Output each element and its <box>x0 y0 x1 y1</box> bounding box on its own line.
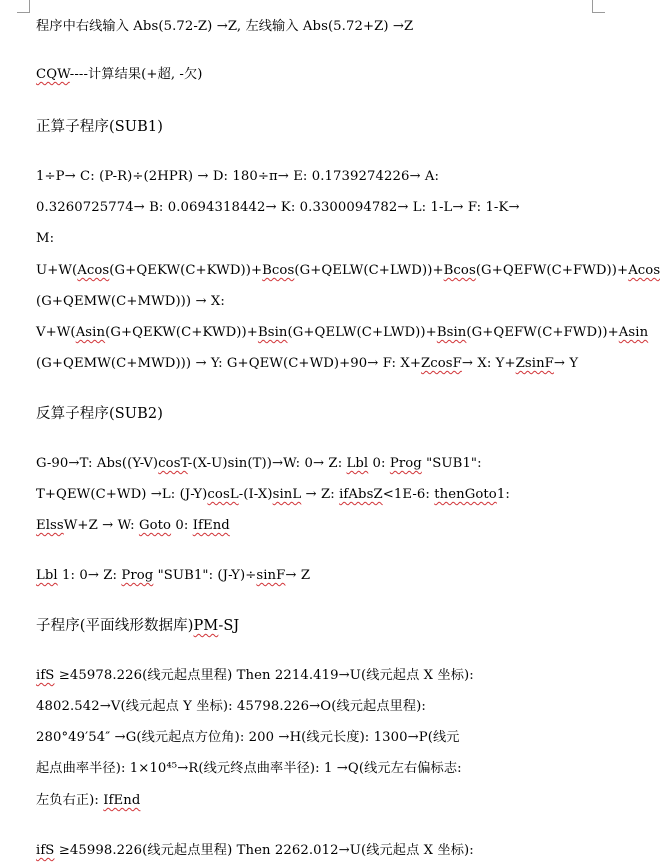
spellcheck-flagged-word: PM <box>193 618 219 634</box>
text-line <box>36 729 460 747</box>
section-heading <box>36 118 163 136</box>
text-segment: (G+QELW(C+LWD))+ <box>287 325 437 340</box>
spellcheck-flagged-word: Bsin <box>436 325 467 340</box>
text-segment: 1÷P→ C: (P-R)÷(2HPR) → D: 180÷π→ E: 0.1739274226→ A: <box>36 169 440 184</box>
text-line <box>36 230 54 248</box>
spellcheck-flagged-word: ifAbsZ <box>339 487 383 502</box>
text-segment: V+W( <box>36 325 76 340</box>
text-line <box>36 760 462 778</box>
text-line <box>36 262 660 280</box>
text-segment: <1E-6: <box>382 487 435 502</box>
text-line <box>36 199 520 217</box>
spellcheck-flagged-word: ifS <box>36 668 55 683</box>
text-segment: M: <box>36 231 55 246</box>
spellcheck-flagged-word: cosL <box>207 487 239 502</box>
text-segment: -(X-U)sin(T))→W: 0→ Z: <box>187 456 347 471</box>
spellcheck-flagged-word: Lbl <box>346 456 369 471</box>
text-segment: G-90→T: Abs((Y-V) <box>36 456 159 471</box>
text-line <box>36 455 482 473</box>
text-segment: "SUB1": (J-Y)÷ <box>153 568 257 583</box>
page-corner-mark-left <box>17 0 30 13</box>
text-line <box>36 293 225 311</box>
text-line <box>36 324 648 342</box>
text-segment: (G+QEMW(C+MWD))) → X: <box>36 294 225 309</box>
text-segment: -SJ <box>218 618 240 634</box>
spellcheck-flagged-word: Acos <box>628 263 660 278</box>
text-line <box>36 667 474 685</box>
text-segment: → X: Y+ <box>461 356 516 371</box>
text-segment: (G+QEKW(C+KWD))+ <box>105 325 258 340</box>
spellcheck-flagged-word: Bsin <box>257 325 288 340</box>
text-segment: 1: 0→ Z: <box>57 568 122 583</box>
text-line <box>36 517 230 535</box>
text-segment: 4802.542→V(线元起点 Y 坐标): 45798.226→O(线元起点里程): <box>36 699 426 714</box>
spellcheck-flagged-word: ZsinF <box>515 356 554 371</box>
text-segment: 左负右正): <box>36 793 104 808</box>
text-line <box>36 355 578 373</box>
spellcheck-flagged-word: CQW <box>36 67 70 82</box>
spellcheck-flagged-word: sinL <box>272 487 302 502</box>
spellcheck-flagged-word: Prog <box>121 568 154 583</box>
spellcheck-flagged-word: Bcos <box>262 263 295 278</box>
text-segment: 280°49′54″ →G(线元起点方位角): 200 →H(线元长度): 1300→P(线元 <box>36 730 460 745</box>
text-segment: T+QEW(C+WD) →L: (J-Y) <box>36 487 208 502</box>
page-corner-mark-right <box>592 0 605 13</box>
text-segment: 0.3260725774→ B: 0.0694318442→ K: 0.3300094782→ L: 1-L→ F: 1-K→ <box>36 200 520 215</box>
spellcheck-flagged-word: cosT <box>158 456 188 471</box>
text-segment: → Z <box>285 568 311 583</box>
text-segment: ≥45978.226(线元起点里程) Then 2214.419→U(线元起点 X 坐标): <box>54 668 474 683</box>
text-segment: ≥45998.226(线元起点里程) Then 2262.012→U(线元起点 X 坐标): <box>54 843 474 858</box>
section-heading <box>36 617 239 635</box>
text-segment: 1: <box>496 487 510 502</box>
spellcheck-flagged-word: Prog <box>389 456 422 471</box>
text-line <box>36 66 203 84</box>
spellcheck-flagged-word: Bcos <box>443 263 476 278</box>
text-segment: (G+QEFW(C+FWD))+ <box>466 325 619 340</box>
text-line <box>36 18 413 36</box>
spellcheck-flagged-word: thenGoto <box>434 487 497 502</box>
spellcheck-flagged-word: IfEnd <box>103 793 141 808</box>
text-segment: 正算子程序(SUB1) <box>36 119 163 135</box>
text-line <box>36 698 426 716</box>
text-segment: 起点曲率半径): 1×10⁴⁵→R(线元终点曲率半径): 1 →Q(线元左右偏标志: <box>36 761 462 776</box>
text-segment: (G+QEFW(C+FWD))+ <box>475 263 629 278</box>
text-line <box>36 842 474 860</box>
spellcheck-flagged-word: Goto <box>138 518 172 533</box>
text-line <box>36 567 310 585</box>
text-line <box>36 168 439 186</box>
text-segment: 0: <box>368 456 390 471</box>
spellcheck-flagged-word: Asin <box>618 325 649 340</box>
text-segment: 0: <box>171 518 193 533</box>
text-segment: -(I-X) <box>238 487 273 502</box>
text-segment: → Y <box>553 356 579 371</box>
text-segment: (G+QEMW(C+MWD))) → Y: G+QEW(C+WD)+90→ F: X+ <box>36 356 421 371</box>
spellcheck-flagged-word: ZcosF <box>420 356 462 371</box>
spellcheck-flagged-word: Elss <box>36 518 64 533</box>
text-segment: ----计算结果(+超, -欠) <box>69 67 203 82</box>
text-line <box>36 792 140 810</box>
section-heading <box>36 405 163 423</box>
spellcheck-flagged-word: IfEnd <box>192 518 230 533</box>
text-segment: 程序中右线输入 Abs(5.72-Z) →Z, 左线输入 Abs(5.72+Z) →Z <box>36 19 414 34</box>
spellcheck-flagged-word: Asin <box>75 325 106 340</box>
text-segment: → Z: <box>301 487 340 502</box>
spellcheck-flagged-word: ifS <box>36 843 55 858</box>
text-line <box>36 486 510 504</box>
text-segment: (G+QELW(C+LWD))+ <box>294 263 444 278</box>
spellcheck-flagged-word: Acos <box>77 263 110 278</box>
spellcheck-flagged-word: sinF <box>256 568 286 583</box>
text-segment: (G+QEKW(C+KWD))+ <box>109 263 263 278</box>
text-segment: 子程序(平面线形数据库) <box>36 618 194 634</box>
text-segment: 反算子程序(SUB2) <box>36 406 163 422</box>
spellcheck-flagged-word: Lbl <box>36 568 58 583</box>
text-segment: U+W( <box>36 263 78 278</box>
text-segment: W+Z → W: <box>63 518 139 533</box>
text-segment: "SUB1": <box>421 456 482 471</box>
